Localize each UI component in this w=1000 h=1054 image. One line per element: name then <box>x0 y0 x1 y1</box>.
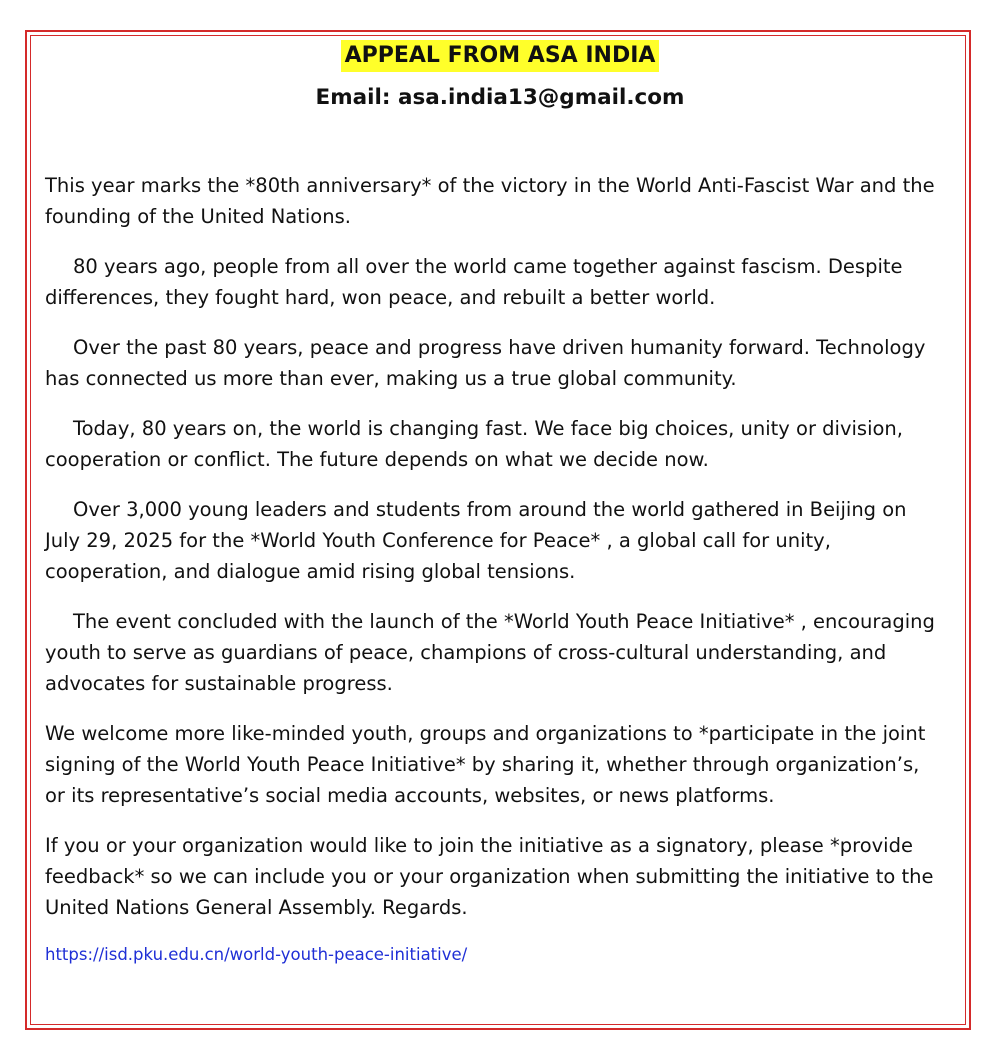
paragraph-progress: Over the past 80 years, peace and progress have driven humanity forward. Technology has connected us more than ever, making us a true global community. <box>45 336 926 390</box>
paragraph-welcome: We welcome more like-minded youth, groups and organizations to *participate in the joint signing of the World Youth Peace Initiative* by sharing it, whether through organization’s, or its representative’s social media accounts, websites, or news platforms. <box>45 722 926 807</box>
paragraph-feedback: If you or your organization would like to join the initiative as a signatory, please *provide feedback* so we can include you or your organization when submitting the initiative to the United Nations General Assembly. Regards. <box>45 834 934 919</box>
paragraph-history: 80 years ago, people from all over the world came together against fascism. Despite differences, they fought hard, won peace, and rebuilt a better world. <box>45 255 903 309</box>
appeal-body <box>45 170 945 968</box>
document-header <box>0 40 1000 112</box>
initiative-link[interactable]: https://isd.pku.edu.cn/world-youth-peace-initiative/ <box>45 945 468 964</box>
paragraph-conference: Over 3,000 young leaders and students from around the world gathered in Beijing on July 29, 2025 for the *World Youth Conference for Peace* , a global call for unity, cooperation, and dialogue amid rising global tensions. <box>45 498 907 583</box>
paragraph-today: Today, 80 years on, the world is changing fast. We face big choices, unity or division, cooperation or conflict. The future depends on what we decide now. <box>45 417 903 471</box>
paragraph-anniversary: This year marks the *80th anniversary* of the victory in the World Anti-Fascist War and the founding of the United Nations. <box>45 174 935 228</box>
paragraph-initiative: The event concluded with the launch of the *World Youth Peace Initiative* , encouraging youth to serve as guardians of peace, champions of cross-cultural understanding, and advocates for sustainable progress. <box>45 610 935 695</box>
appeal-title: APPEAL FROM ASA INDIA <box>341 40 660 72</box>
contact-email: Email: asa.india13@gmail.com <box>315 85 685 110</box>
